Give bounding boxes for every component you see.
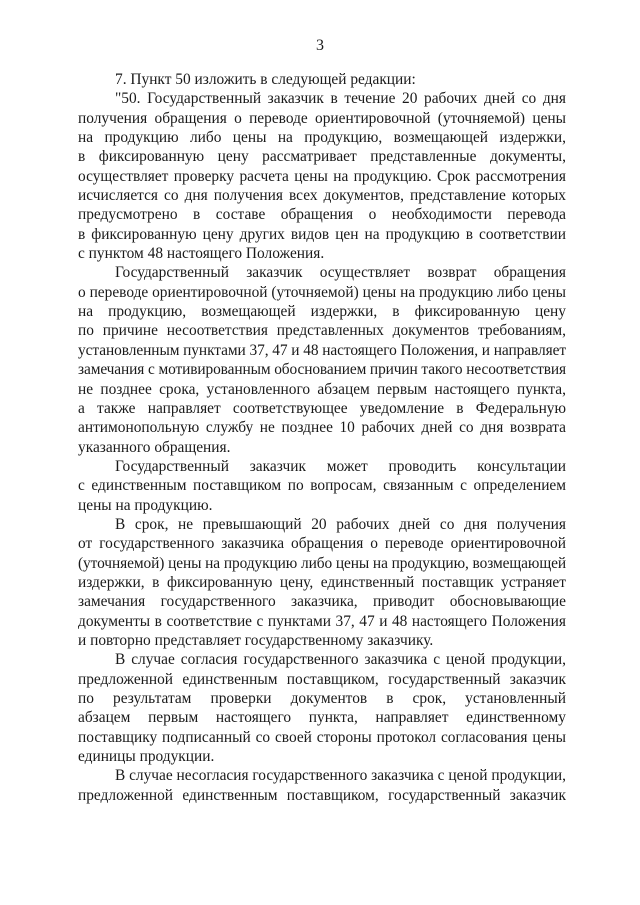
text-line: Государственный заказчик может проводить консультации [115, 457, 566, 475]
text-line: Государственный заказчик осуществляет возврат обращения [115, 264, 566, 282]
text-line: единицы продукции. [78, 748, 215, 766]
text-line: в фиксированную цену рассматривает представленные документы, [78, 148, 566, 166]
page-number: 3 [316, 37, 324, 54]
text-line: предложенной единственным поставщиком, государственный заказчик [78, 670, 566, 688]
text-line: по причине несоответствия представленных документов требованиям, [78, 322, 566, 340]
text-line: абзацем первым настоящего пункта, направляет единственному [78, 709, 566, 727]
text-line: цены на продукцию. [78, 496, 213, 514]
text-line: замечания с мотивированным обоснованием причин такого несоответствия [78, 361, 566, 379]
text-line: указанного обращения. [78, 438, 231, 456]
text-line: установленным пунктами 37, 47 и 48 настоящего Положения, и направляет [78, 341, 566, 359]
text-line: поставщику подписанный со своей стороны протокол согласования цены [78, 728, 566, 746]
text-line: с пунктом 48 настоящего Положения. [78, 245, 325, 263]
text-line: на продукцию, возмещающей издержки, в фиксированную цену [78, 303, 566, 321]
text-line: издержки, в фиксированную цену, единственный поставщик устраняет [78, 573, 566, 591]
text-line: о переводе ориентировочной (уточняемой) цены на продукцию либо цены [78, 283, 566, 301]
text-line: предусмотрено в составе обращения о необходимости перевода [78, 206, 566, 224]
text-line: 7. Пункт 50 изложить в следующей редакции: [115, 71, 416, 88]
text-line: замечания государственного заказчика, приводит обосновывающие [78, 593, 566, 611]
text-line: на продукцию либо цены на продукцию, возмещающей издержки, [78, 129, 566, 147]
text-line: "50. Государственный заказчик в течение 20 рабочих дней со дня [115, 90, 566, 108]
text-line: а также направляет соответствующее уведомление в Федеральную [78, 399, 566, 417]
text-line: антимонопольную службу не позднее 10 рабочих дней со дня возврата [78, 419, 566, 437]
text-line: В случае несогласия государственного заказчика с ценой продукции, [115, 767, 566, 785]
text-line: предложенной единственным поставщиком, государственный заказчик [78, 786, 566, 804]
text-line: В срок, не превышающий 20 рабочих дней со дня получения [115, 515, 566, 533]
text-line: осуществляет проверку расчета цены на продукцию. Срок рассмотрения [78, 167, 566, 185]
text-line: по результатам проверки документов в срок, установленный [78, 690, 566, 707]
text-line: документы в соответствие с пунктами 37, 47 и 48 настоящего Положения [78, 612, 566, 630]
text-line: исчисляется со дня получения всех документов, представление которых [78, 187, 566, 205]
text-line: от государственного заказчика обращения о переводе ориентировочной [78, 535, 566, 553]
text-line: в фиксированную цену других видов цен на продукцию в соответствии [78, 225, 566, 243]
text-line: с единственным поставщиком по вопросам, связанным с определением [78, 477, 566, 495]
text-line: (уточняемой) цены на продукцию либо цены на продукцию, возмещающей [78, 554, 566, 572]
text-line: не позднее срока, установленного абзацем первым настоящего пункта, [78, 380, 566, 398]
text-line: В случае согласия государственного заказчика с ценой продукции, [115, 651, 566, 669]
document-body [78, 70, 566, 805]
text-line: и повторно представляет государственному заказчику. [78, 631, 434, 649]
text-line: получения обращения о переводе ориентировочной (уточняемой) цены [78, 109, 566, 127]
